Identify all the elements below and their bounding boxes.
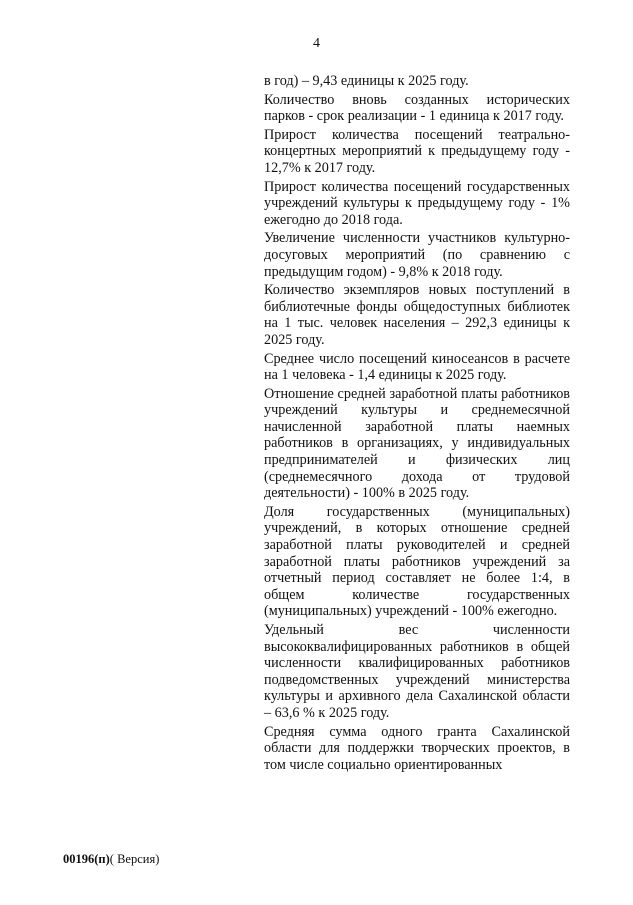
- paragraph: Доля государственных (муниципальных) учреждений, в которых отношение средней заработной платы руководителей и средней заработной платы работников учреждений за отчетный период составляет не более 1:4, в общем количестве государственных (муниципальных) учреждений - 100% ежегодно.: [264, 503, 570, 620]
- paragraph: Количество вновь созданных исторических парков - срок реализации - 1 единица к 2017 году.: [264, 91, 570, 125]
- document-body: [264, 73, 570, 775]
- paragraph: Количество экземпляров новых поступлений в библиотечные фонды общедоступных библиотек на 1 тыс. человек населения – 292,3 единицы к 2025 году.: [264, 282, 570, 348]
- paragraph: Средняя сумма одного гранта Сахалинской области для поддержки творческих проектов, в том числе социально ориентированных: [264, 723, 570, 773]
- paragraph: в год) – 9,43 единицы к 2025 году.: [264, 73, 469, 89]
- paragraph: Среднее число посещений киносеансов в расчете на 1 человека - 1,4 единицы к 2025 году.: [264, 350, 570, 384]
- page-number: 4: [313, 36, 320, 51]
- paragraph: Удельный вес численности высококвалифицированных работников в общей численности квалифицированных работников подведомственных учреждений министерства культуры и архивного дела Сахалинской области – 63,6 % к 2025 году.: [264, 622, 570, 721]
- paragraph: Отношение средней заработной платы работников учреждений культуры и среднемесячной начисленной заработной платы наемных работников в организациях, у индивидуальных предпринимателей и физических лиц (среднемесячного дохода от трудовой деятельности) - 100% в 2025 году.: [264, 385, 570, 502]
- paragraph: Прирост количества посещений государственных учреждений культуры к предыдущему году - 1% ежегодно до 2018 года.: [264, 178, 570, 228]
- document-code: 00196(п): [63, 852, 110, 866]
- paragraph: Увеличение численности участников культурно-досуговых мероприятий (по сравнению с предыдущим годом) - 9,8% к 2018 году.: [264, 230, 570, 280]
- document-version: ( Версия): [109, 852, 160, 866]
- document-footer: [63, 852, 159, 867]
- paragraph: Прирост количества посещений театрально-концертных мероприятий к предыдущему году - 12,7% к 2017 году.: [264, 126, 570, 176]
